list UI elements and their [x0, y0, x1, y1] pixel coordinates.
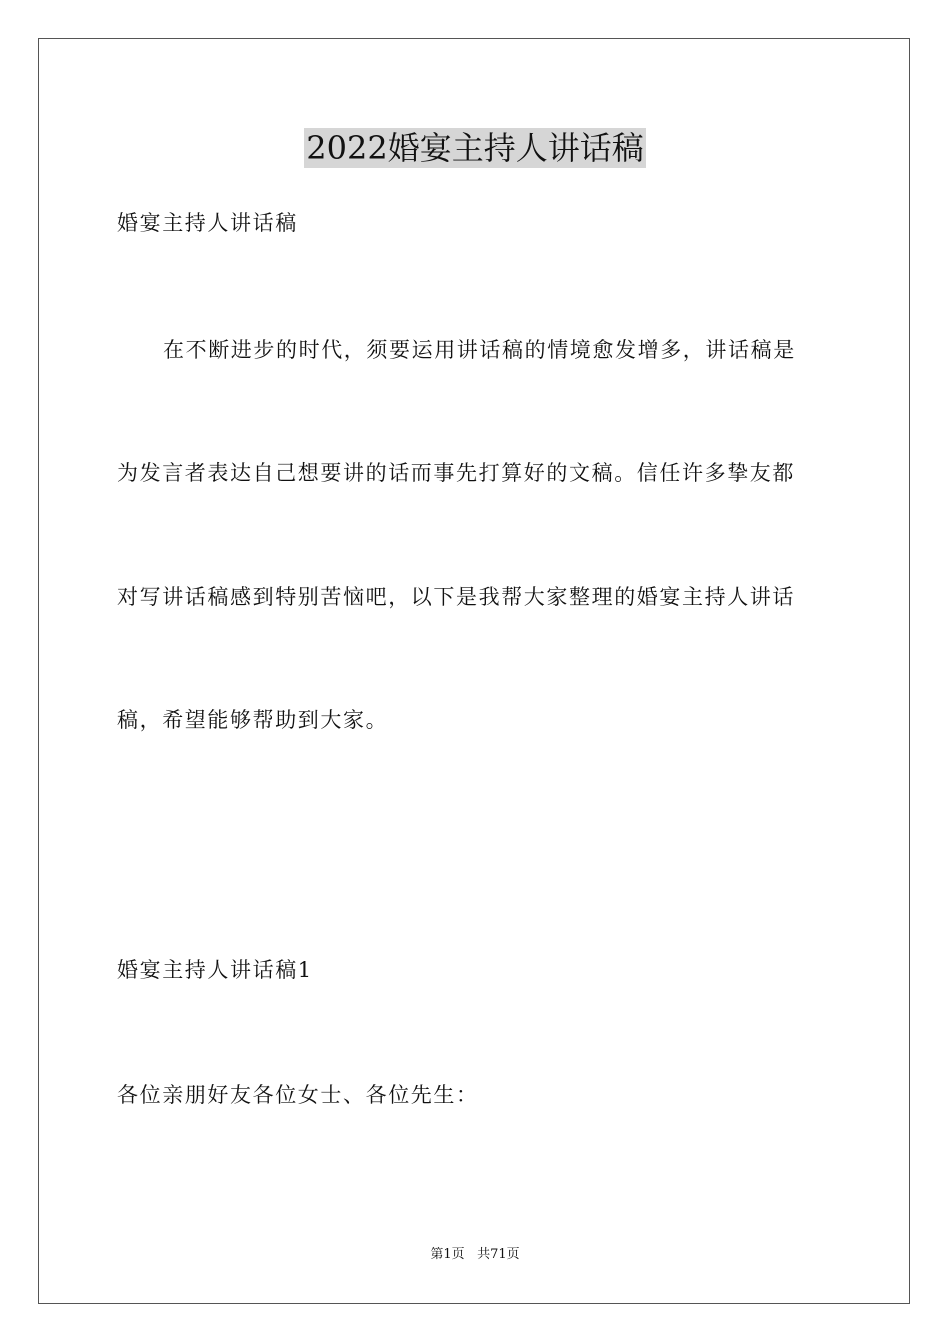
intro-line-2: 为发言者表达自己想要讲的话而事先打算好的文稿。信任许多挚友都 — [117, 461, 795, 485]
document-subtitle: 婚宴主持人讲话稿 — [117, 211, 298, 235]
greeting-line: 各位亲朋好友各位女士、各位先生： — [117, 1083, 479, 1107]
intro-line-1: 在不断进步的时代，须要运用讲话稿的情境愈发增多，讲话稿是 — [163, 338, 796, 362]
page-footer — [0, 1246, 950, 1264]
document-title: 2022婚宴主持人讲话稿 — [306, 129, 644, 167]
page-number: 第1页 — [430, 1247, 465, 1262]
section-heading: 婚宴主持人讲话稿1 — [117, 958, 313, 982]
title-container — [0, 128, 950, 168]
intro-line-4: 稿，希望能够帮助到大家。 — [117, 708, 389, 732]
total-pages: 共71页 — [477, 1247, 520, 1262]
intro-line-3: 对写讲话稿感到特别苦恼吧，以下是我帮大家整理的婚宴主持人讲话 — [117, 585, 795, 609]
